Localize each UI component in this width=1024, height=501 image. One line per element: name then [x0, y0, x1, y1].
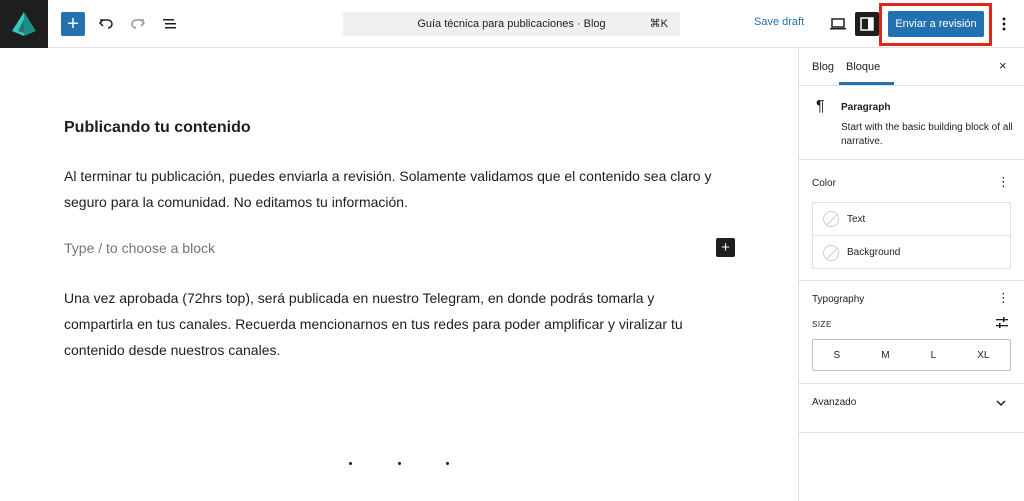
block-description: Start with the basic building block of all narrative.	[841, 122, 1013, 147]
top-toolbar	[0, 0, 1024, 48]
sidebar-icon	[860, 17, 874, 31]
size-option-s[interactable]: S	[833, 349, 841, 361]
editor-canvas	[0, 49, 798, 501]
add-block-button[interactable]	[61, 12, 85, 36]
plus-icon: +	[721, 239, 730, 256]
block-name: Paragraph	[841, 102, 891, 113]
paragraph-block[interactable]	[64, 163, 734, 215]
pyramid-logo-icon	[11, 11, 37, 37]
divider	[799, 432, 1024, 433]
paragraph-line: compartirla en tus canales. Recuerda mencionarnos en tus redes para poder amplificar y viralizar tu	[64, 316, 683, 332]
paragraph-line: contenido desde nuestros canales.	[64, 342, 281, 358]
site-logo[interactable]	[0, 0, 48, 48]
list-view-button[interactable]	[158, 12, 182, 36]
redo-icon	[130, 16, 146, 32]
command-shortcut: ⌘K	[649, 18, 668, 30]
color-options-icon[interactable]: ⋮	[997, 174, 1010, 189]
divider	[799, 383, 1024, 384]
paragraph-block[interactable]	[64, 285, 734, 363]
color-item-background[interactable]	[813, 236, 1010, 269]
options-button[interactable]	[996, 12, 1012, 36]
color-panel-title: Color	[812, 178, 836, 189]
empty-swatch-icon	[823, 211, 839, 227]
tab-bloque[interactable]: Bloque	[846, 61, 881, 73]
undo-button[interactable]	[94, 12, 118, 36]
list-view-icon	[162, 16, 178, 32]
post-heading[interactable]: Publicando tu contenido	[64, 119, 251, 136]
size-label: SIZE	[812, 320, 832, 329]
document-title: Guía técnica para publicaciones · Blog	[417, 18, 606, 30]
plus-icon: +	[67, 13, 79, 35]
color-item-label: Background	[847, 247, 901, 258]
block-placeholder[interactable]: Type / to choose a block	[64, 240, 215, 256]
tab-blog[interactable]: Blog	[812, 61, 835, 73]
color-item-label: Text	[847, 213, 866, 225]
typography-options-icon[interactable]: ⋮	[997, 290, 1010, 305]
inline-inserter-button[interactable]	[716, 238, 735, 257]
color-item-text[interactable]	[813, 203, 1010, 236]
settings-sidebar	[798, 48, 1024, 501]
separator-dots	[347, 462, 457, 468]
close-icon[interactable]: ×	[999, 58, 1007, 73]
document-title-bar[interactable]	[343, 12, 680, 36]
paragraph-icon: ¶	[816, 98, 825, 115]
submit-for-review-button[interactable]: Enviar a revisión	[888, 11, 984, 37]
settings-toggle-button[interactable]	[855, 12, 879, 36]
preview-button[interactable]	[826, 12, 850, 36]
paragraph-line: Al terminar tu publicación, puedes enviarla a revisión. Solamente validamos que el contenido sea claro y	[64, 168, 712, 184]
divider	[799, 280, 1024, 281]
empty-swatch-icon	[823, 245, 839, 261]
chevron-down-icon[interactable]	[995, 397, 1007, 409]
font-size-picker	[812, 339, 1011, 371]
paragraph-line: Una vez aprobada (72hrs top), será publicada en nuestro Telegram, en donde podrás tomarla y	[64, 290, 655, 306]
redo-button[interactable]	[126, 12, 150, 36]
undo-icon	[98, 16, 114, 32]
sidebar-tabs	[799, 48, 1024, 86]
save-draft-button[interactable]: Save draft	[754, 16, 805, 28]
size-option-xl[interactable]: XL	[977, 349, 990, 361]
typography-panel-title: Typography	[812, 294, 865, 305]
color-settings-list	[812, 202, 1011, 269]
advanced-panel-title[interactable]: Avanzado	[812, 397, 857, 408]
size-option-m[interactable]: M	[881, 349, 890, 361]
active-tab-indicator	[839, 82, 894, 85]
size-option-l[interactable]: L	[930, 349, 937, 361]
laptop-icon	[829, 17, 847, 31]
paragraph-line: seguro para la comunidad. No editamos tu información.	[64, 194, 408, 210]
settings-sliders-icon[interactable]	[995, 316, 1009, 330]
more-vertical-icon	[1002, 17, 1006, 31]
block-card	[799, 86, 1024, 160]
